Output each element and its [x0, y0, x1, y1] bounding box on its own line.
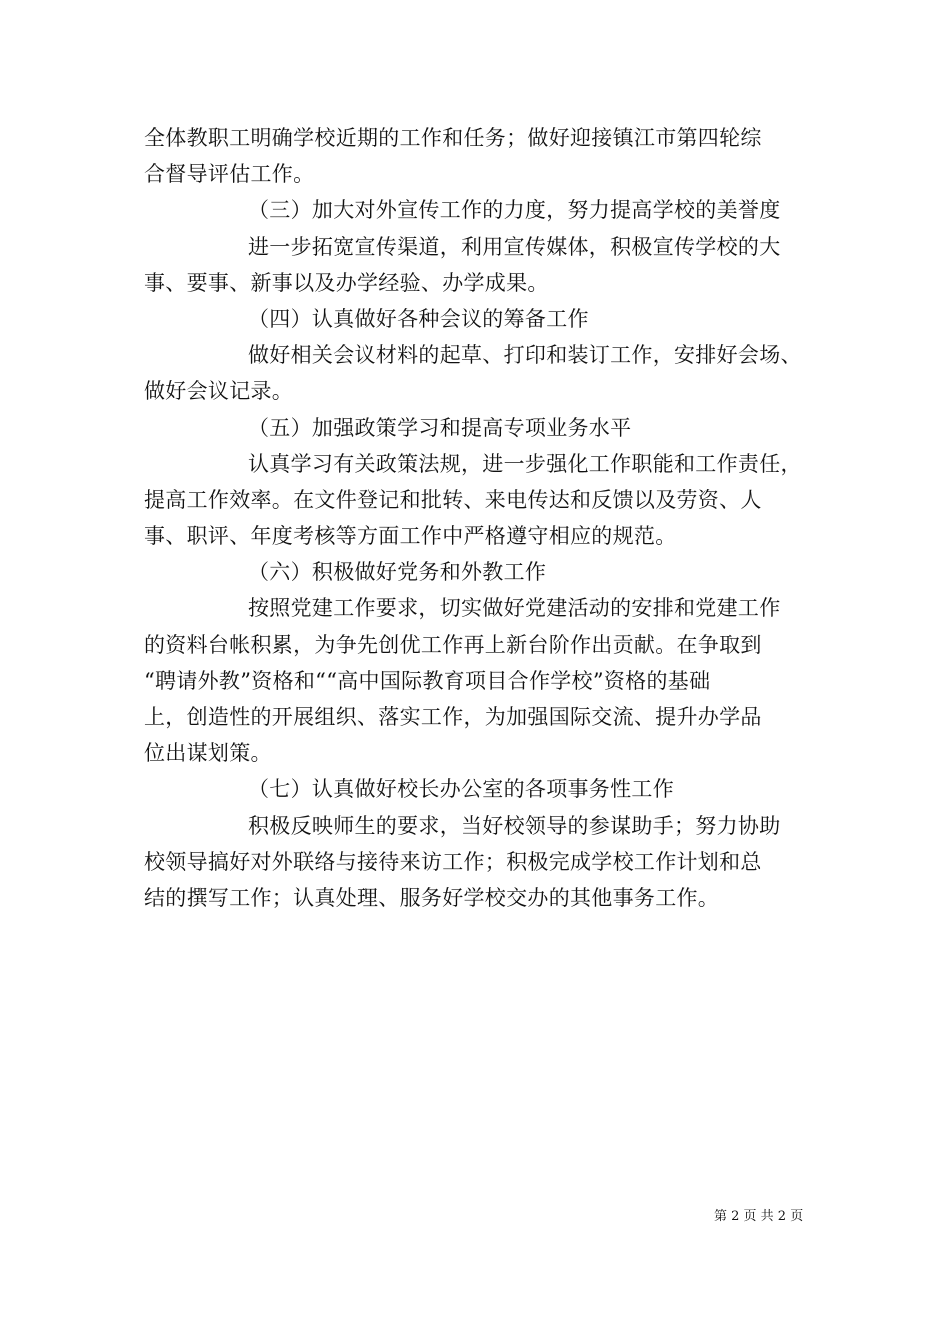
section-heading: （五）加强政策学习和提高专项业务水平 — [248, 415, 632, 440]
text-line: “聘请外教”资格和““高中国际教育项目合作学校”资格的基础 — [144, 668, 711, 693]
section-heading: （六）积极做好党务和外教工作 — [248, 560, 547, 585]
text-line: 进一步拓宽宣传渠道，利用宣传媒体，积极宣传学校的大 — [248, 234, 781, 259]
text-line: 做好相关会议材料的起草、打印和装订工作，安排好会场、 — [248, 343, 802, 368]
text-line: 事、职评、年度考核等方面工作中严格遵守相应的规范。 — [144, 524, 677, 549]
text-line: 合督导评估工作。 — [144, 162, 315, 187]
body-text — [144, 120, 824, 916]
text-line: 校领导搞好对外联络与接待来访工作；积极完成学校工作计划和总 — [144, 849, 762, 874]
section-heading: （七）认真做好校长办公室的各项事务性工作 — [248, 777, 674, 802]
text-line: 事、要事、新事以及办学经验、办学成果。 — [144, 270, 549, 295]
text-line: 积极反映师生的要求，当好校领导的参谋助手；努力协助 — [248, 813, 781, 838]
text-line: 全体教职工明确学校近期的工作和任务；做好迎接镇江市第四轮综 — [144, 126, 762, 150]
section-heading: （三）加大对外宣传工作的力度，努力提高学校的美誉度 — [248, 198, 781, 223]
text-line: 提高工作效率。在文件登记和批转、来电传达和反馈以及劳资、人 — [144, 487, 762, 512]
text-line: 按照党建工作要求，切实做好党建活动的安排和党建工作 — [248, 596, 781, 621]
page-number-footer: 第 2 页 共 2 页 — [714, 1209, 804, 1224]
text-line: 认真学习有关政策法规，进一步强化工作职能和工作责任， — [248, 451, 802, 476]
text-line: 上，创造性的开展组织、落实工作，为加强国际交流、提升办学品 — [144, 705, 762, 729]
text-line: 结的撰写工作；认真处理、服务好学校交办的其他事务工作。 — [144, 885, 720, 910]
section-heading: （四）认真做好各种会议的筹备工作 — [248, 306, 589, 331]
text-line: 做好会议记录。 — [144, 379, 294, 404]
text-line: 的资料台帐积累，为争先创优工作再上新台阶作出贡献。在争取到 — [144, 632, 762, 657]
text-line: 位出谋划策。 — [144, 741, 272, 766]
